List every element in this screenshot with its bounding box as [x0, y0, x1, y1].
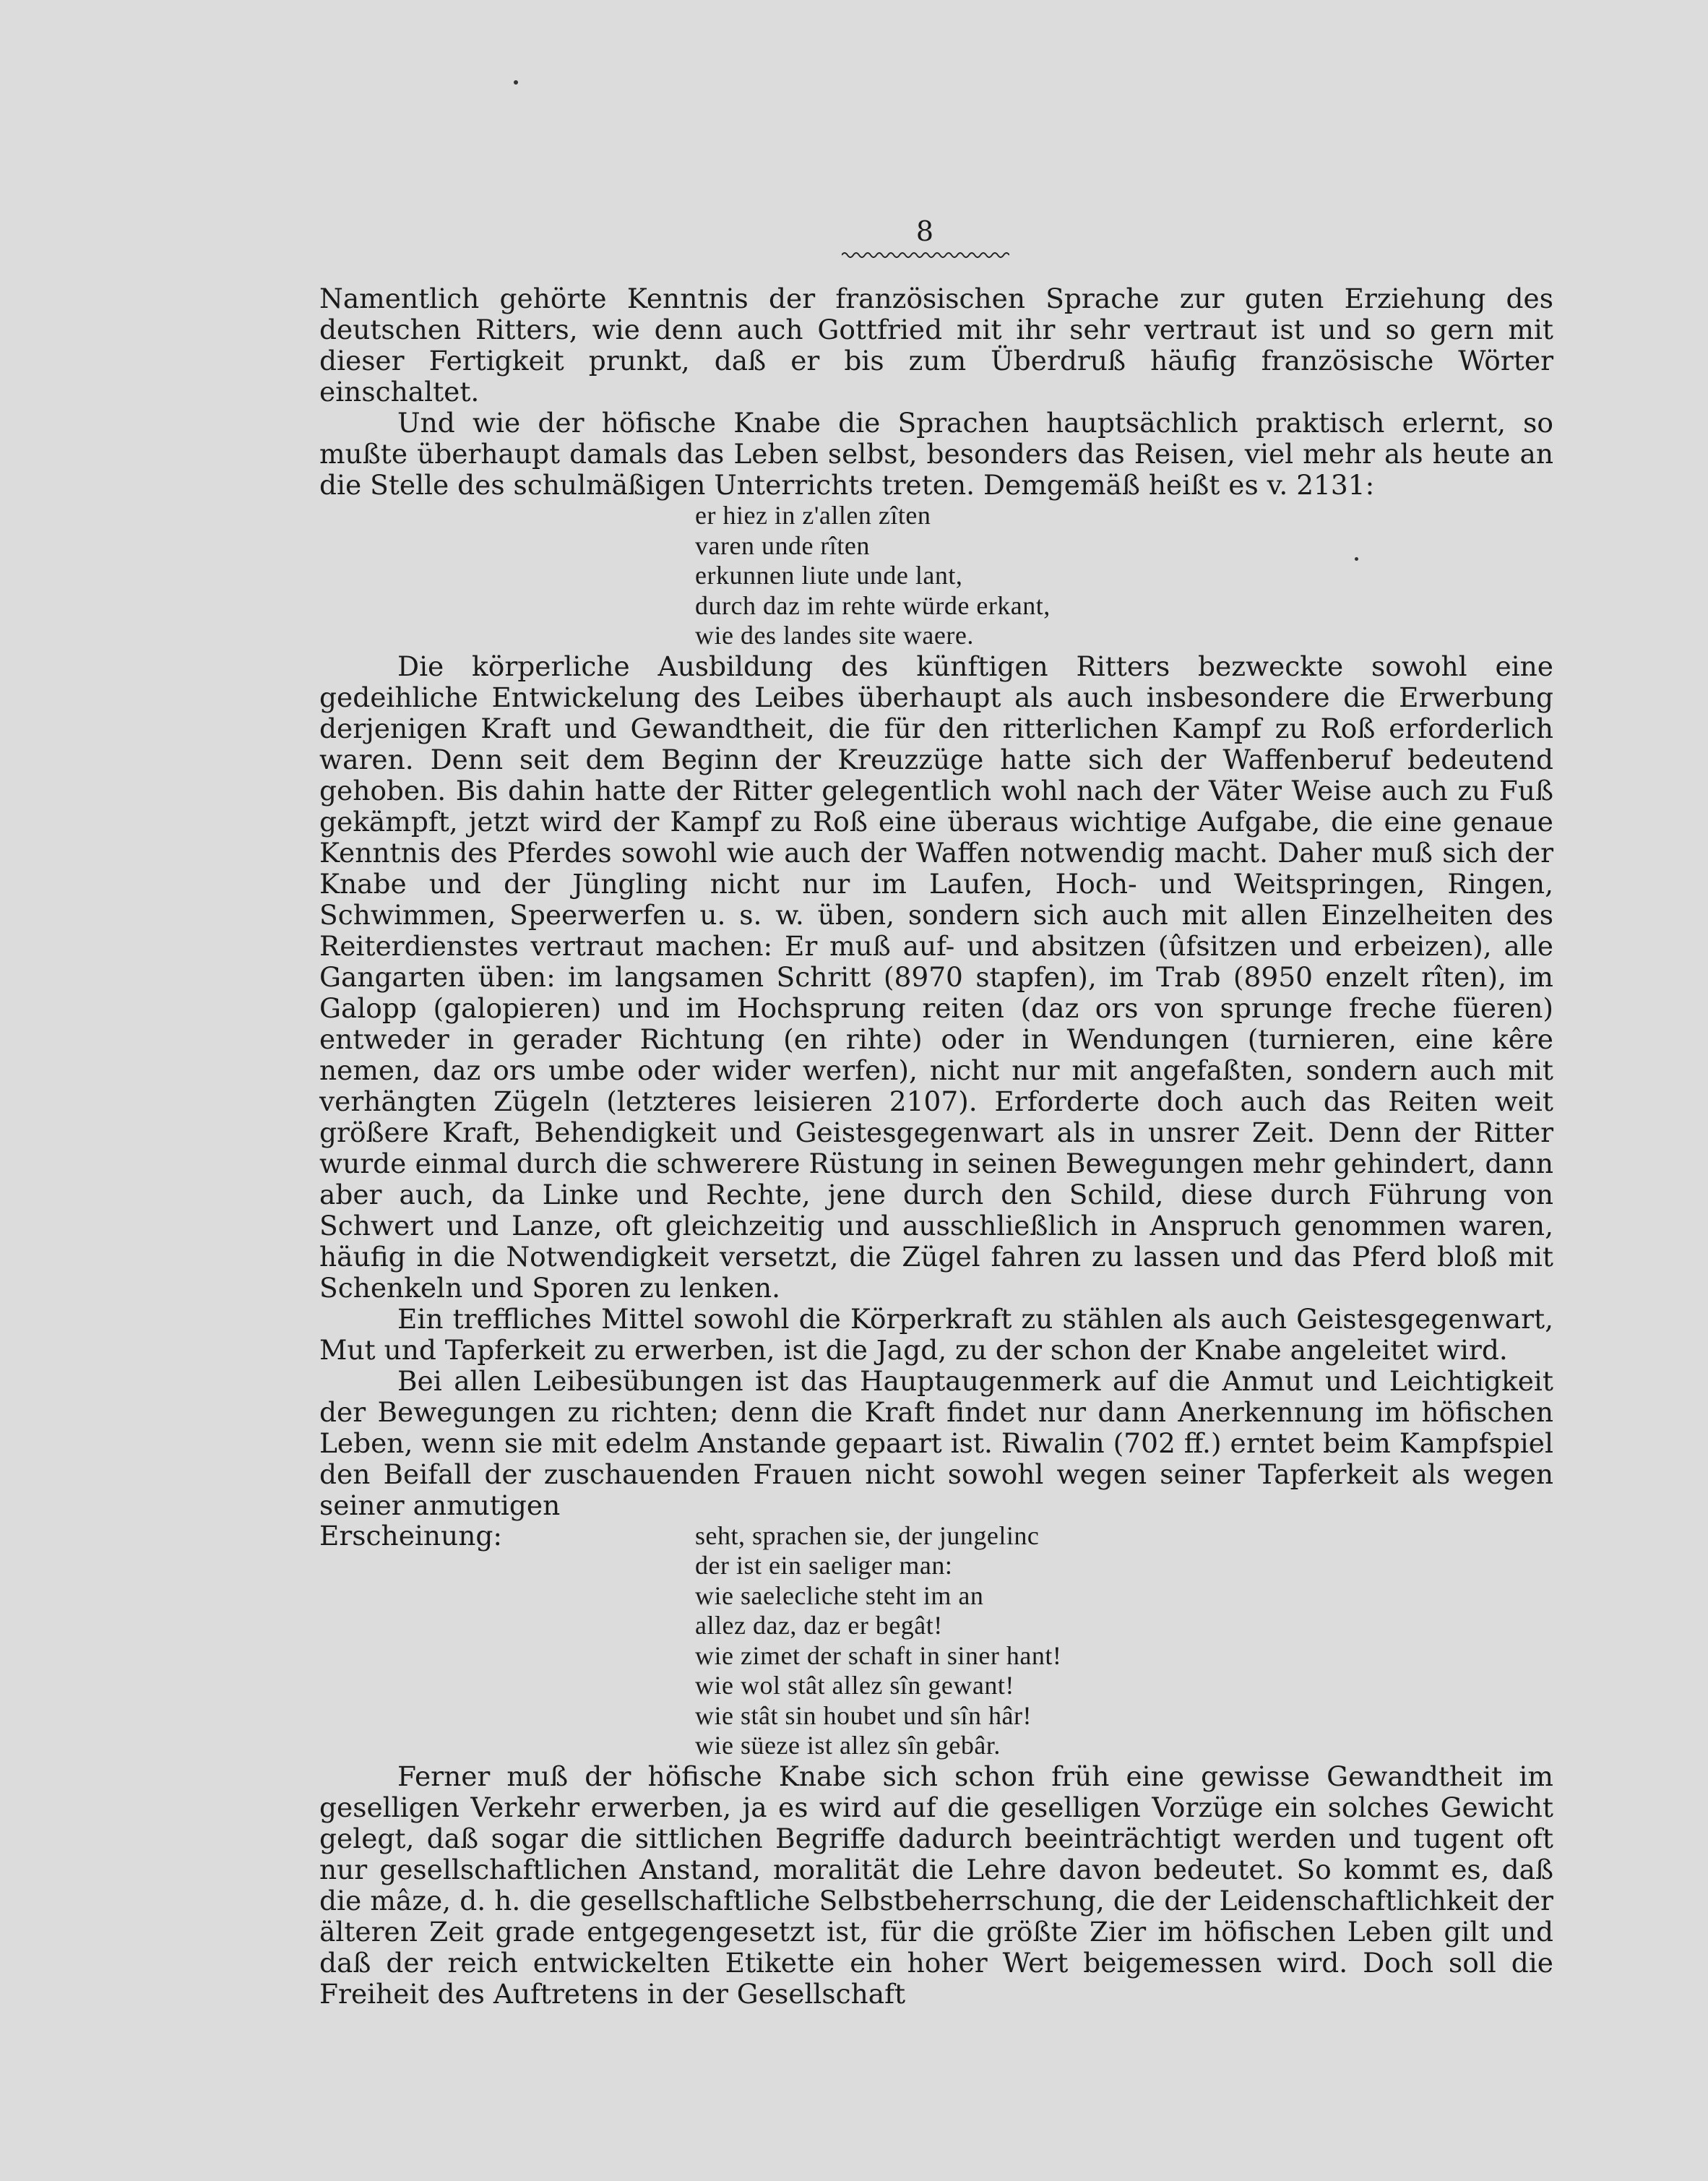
wavy-ornament — [842, 250, 1009, 260]
verse-line: varen unde rîten — [695, 530, 870, 560]
verse-line: er hiez in z'allen zîten — [695, 501, 931, 530]
paragraph: Die körperliche Ausbildung des künftigen Ritters bezweckte sowohl eine gedeihliche Entwickelung des Leibes überhaupt als auch insbesondere die Erwerbung derjenigen Kraft und Gewandtheit, die für den ritterlichen Kampf zu Roß erforderlich waren. Denn seit dem Beginn der Kreuzzüge hatte sich der Waffenberuf bedeutend gehoben. Bis dahin hatte der Ritter gelegentlich wohl nach der Väter Weise auch zu Fuß gekämpft, jetzt wird der Kampf zu Roß eine überaus wichtige Aufgabe, die eine genaue Kenntnis des Pferdes sowohl wie auch der Waffen notwendig macht. Daher muß sich der Knabe und der Jüngling nicht nur im Laufen, Hoch- und Weitspringen, Ringen, Schwimmen, Speerwerfen u. s. w. üben, sondern sich auch mit allen Einzelheiten des Reiterdienstes vertraut machen: Er muß auf- und absitzen (ûfsitzen und erbeizen), alle Gangarten üben: im langsamen Schritt (8970 stapfen), im Trab (8950 enzelt rîten), im Galopp (galopieren) und im Hochsprung reiten (daz ors von sprunge freche füeren) entweder in gerader Richtung (en rihte) oder in Wendungen (turnieren, eine kêre nemen, daz ors umbe oder wider werfen), nicht nur mit angefaßten, sondern auch mit verhängten Zügeln (letzteres leisieren 2107). Erforderte doch auch das Reiten weit größere Kraft, Behendigkeit und Geistesgegenwart als in unsrer Zeit. Denn der Ritter wurde einmal durch die schwerere Rüstung in seinen Bewegungen mehr gehindert, dann aber auch, da Linke und Rechte, jene durch den Schild, diese durch Führung von Schwert und Lanze, oft gleichzeitig und ausschließlich in Anspruch genommen waren, häufig in die Notwendigkeit versetzt, die Zügel fahren zu lassen und das Pferd bloß mit Schenkeln und Sporen zu lenken. — [319, 650, 1553, 1304]
verse-quote-2131 — [695, 501, 1553, 651]
paragraph: Namentlich gehörte Kenntnis der französischen Sprache zur guten Erziehung des deutschen Ritters, wie denn auch Gottfried mit ihr sehr vertraut ist und so gern mit dieser Fertigkeit prunkt, daß er bis zum Überdruß häufig französische Wörter einschaltet. — [319, 283, 1553, 408]
verse-line: wie süeze ist allez sîn gebâr. — [695, 1731, 1001, 1760]
paragraph: Und wie der höfische Knabe die Sprachen hauptsächlich praktisch erlernt, so mußte überhaupt damals das Leben selbst, besonders das Reisen, viel mehr als heute an die Stelle des schulmäßigen Unterrichts treten. Demgemäß heißt es v. 2131: — [319, 407, 1553, 501]
paragraph: Ferner muß der höfische Knabe sich schon früh eine gewisse Gewandtheit im geselligen Verkehr erwerben, ja es wird auf die geselligen Vorzüge ein solches Gewicht gelegt, daß sogar die sittlichen Begriffe dadurch beeinträchtigt werden und tugent oft nur gesellschaftlichen Anstand, moralität die Lehre davon bedeutet. So kommt es, daß die mâze, d. h. die gesellschaftliche Selbstbeherrschung, die der Leidenschaftlichkeit der älteren Zeit grade entgegengesetzt ist, für die größte Zier im höfischen Leben gilt und daß der reich entwickelten Etikette ein hoher Wert beigemessen wird. Doch soll die Freiheit des Auftretens in der Gesellschaft — [319, 1760, 1553, 2010]
page-number: 8 — [915, 215, 934, 247]
verse-line: der ist ein saeliger man: — [695, 1551, 953, 1580]
verse-line: durch daz im rehte würde erkant, — [695, 590, 1051, 620]
paragraph: Bei allen Leibesübungen ist das Hauptaugenmerk auf die Anmut und Leichtigkeit der Bewegungen zu richten; denn die Kraft findet nur dann Anerkennung im höfischen Leben, wenn sie mit edelm Anstande gepaart ist. Riwalin (702 ff.) erntet beim Kampfspiel den Beifall der zuschauenden Frauen nicht sowohl wegen seiner Tapferkeit als wegen seiner anmutigen — [319, 1364, 1553, 1521]
verse-line: wie saelecliche steht im an — [695, 1580, 984, 1610]
verse-line: wie wol stât allez sîn gewant! — [695, 1671, 1014, 1700]
verse-line: allez daz, daz er begât! — [695, 1611, 943, 1640]
verse-block — [695, 1521, 1061, 1761]
verse-quote-riwalin — [319, 1521, 1553, 1761]
lead-word: Erscheinung: — [319, 1519, 502, 1552]
dust-speck — [514, 80, 518, 85]
verse-line: wie stât sin houbet und sîn hâr! — [695, 1700, 1032, 1730]
verse-line: seht, sprachen sie, der jungelinc — [695, 1520, 1040, 1550]
verse-line: wie zimet der schaft in siner hant! — [695, 1640, 1062, 1670]
verse-line: wie des landes site waere. — [695, 621, 974, 650]
verse-line: erkunnen liute unde lant, — [695, 561, 963, 590]
paragraph: Ein treffliches Mittel sowohl die Körperkraft zu stählen als auch Geistesgegenwart, Mut und Tapferkeit zu erwerben, ist die Jagd, zu der schon der Knabe angeleitet wird. — [319, 1302, 1553, 1366]
body-text — [319, 283, 1553, 2010]
